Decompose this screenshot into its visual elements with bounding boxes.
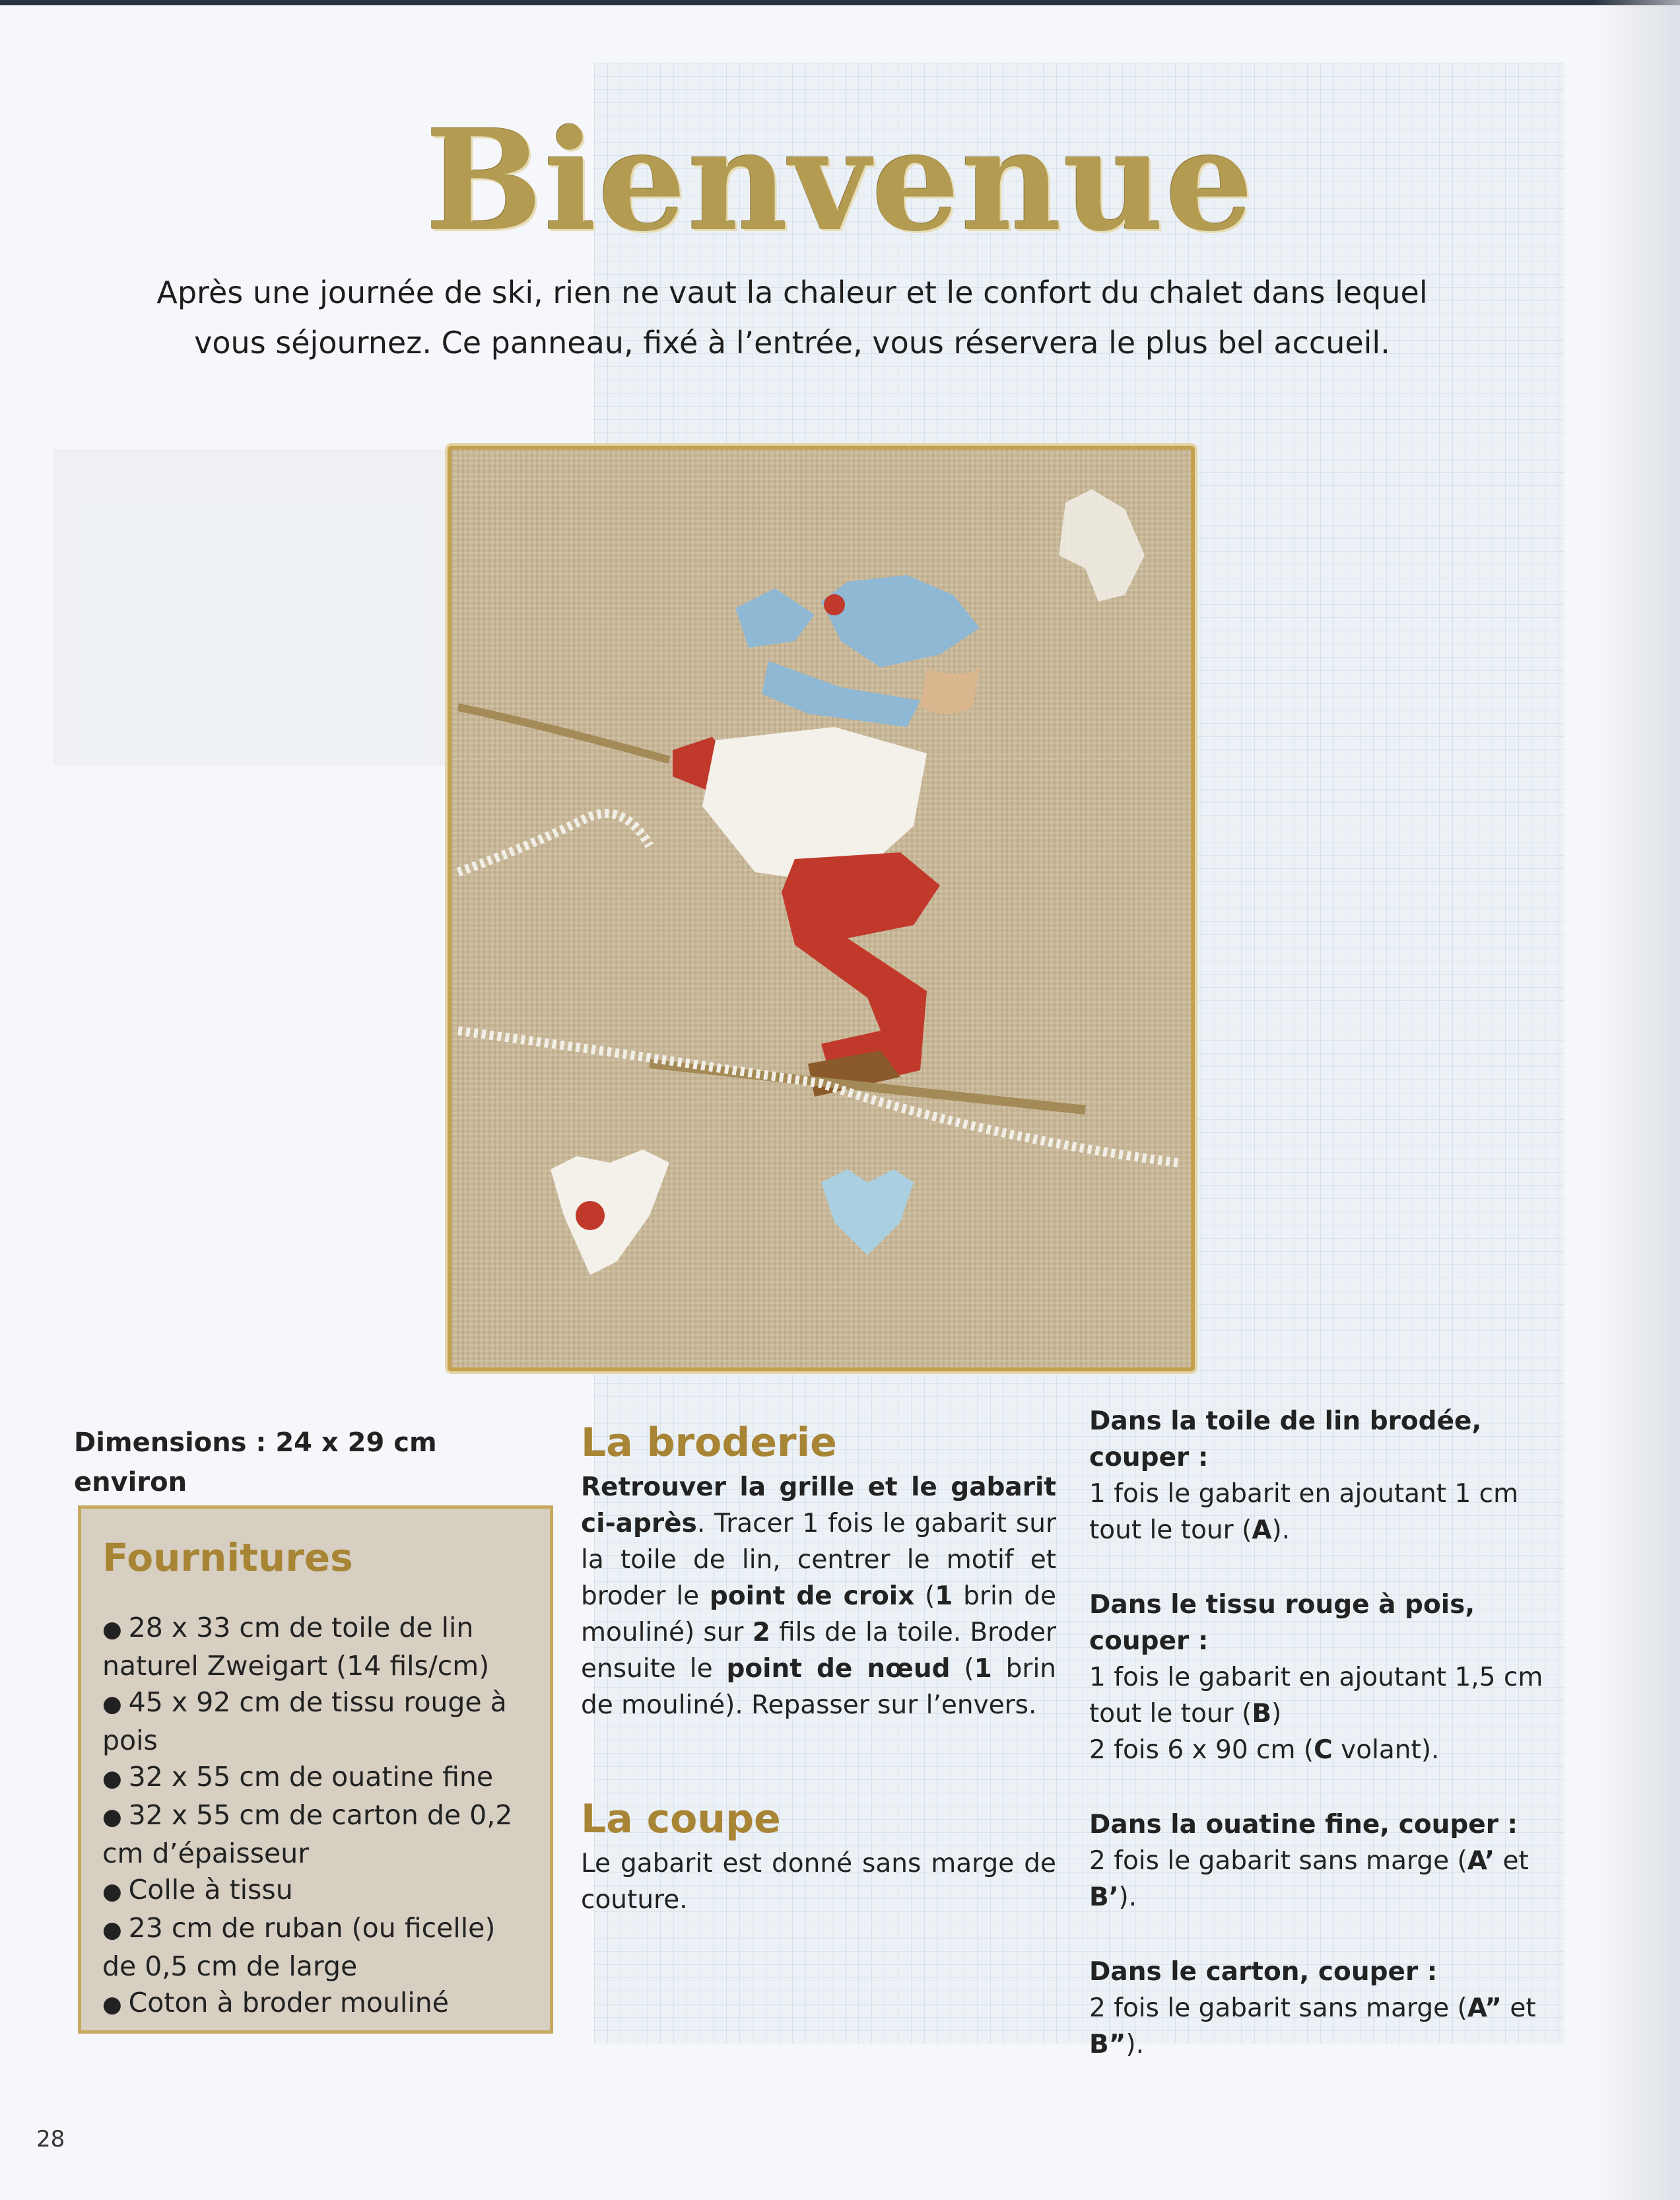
bullet-icon: ● — [102, 1804, 122, 1830]
bullet-icon: ● — [102, 1991, 122, 2018]
instructions-column — [581, 1416, 1056, 1918]
cutting-section-ouatine — [1089, 1806, 1564, 1915]
embroidery-photo — [448, 446, 1195, 1371]
cutting-section-linen — [1089, 1403, 1564, 1548]
fournitures-box — [78, 1505, 553, 2034]
bullet-icon: ● — [102, 1917, 122, 1943]
list-item: ● Coton à broder mouliné — [102, 1987, 449, 2018]
list-item: ● 32 x 55 cm de carton de 0,2 cm d’épaisseur — [102, 1799, 513, 1869]
page-shade — [1594, 0, 1680, 2200]
bullet-icon: ● — [102, 1878, 122, 1905]
dimensions-value: 24 x 29 cm — [275, 1427, 437, 1458]
list-item: ● 32 x 55 cm de ouatine fine — [102, 1761, 494, 1793]
dimensions-label: Dimensions : — [74, 1427, 267, 1458]
fournitures-title: Fournitures — [102, 1535, 353, 1580]
bullet-icon: ● — [102, 1691, 122, 1717]
list-item: ● 28 x 33 cm de toile de lin naturel Zweigart (14 fils/cm) — [102, 1612, 490, 1682]
dimensions — [74, 1423, 437, 1502]
skier-embroidery-illustration — [452, 450, 1183, 1359]
cutting-column — [1089, 1403, 1564, 2101]
bullet-icon: ● — [102, 1766, 122, 1792]
coupe-title: La coupe — [581, 1796, 781, 1842]
cutting-text: 1 fois le gabarit en ajoutant 1 cm tout le tour (A). — [1089, 1479, 1519, 1545]
list-item: ● Colle à tissu — [102, 1874, 293, 1906]
cutting-text: 2 fois le gabarit sans marge (A” et B”). — [1089, 1993, 1536, 2059]
intro-text — [112, 267, 1472, 368]
cutting-heading: Dans la toile de lin brodée, couper : — [1089, 1406, 1482, 1472]
cutting-section-red — [1089, 1587, 1564, 1768]
cutting-heading: Dans le carton, couper : — [1089, 1957, 1438, 1987]
list-item: ● 45 x 92 cm de tissu rouge à pois — [102, 1686, 507, 1756]
intro-line-2: vous séjournez. Ce panneau, fixé à l’entrée, vous réservera le plus bel accueil. — [194, 325, 1390, 361]
cutting-heading: Dans la ouatine fine, couper : — [1089, 1810, 1518, 1839]
cutting-section-carton — [1089, 1954, 1564, 2063]
broderie-title: La broderie — [581, 1420, 837, 1466]
ghost-panel — [53, 449, 449, 766]
top-edge — [0, 0, 1680, 5]
list-item: ● 23 cm de ruban (ou ficelle) de 0,5 cm de large — [102, 1912, 496, 1982]
fournitures-list — [102, 1610, 531, 2023]
broderie-text: Retrouver la grille et le gabarit ci-après. Tracer 1 fois le gabarit sur la toile de lin, centrer le motif et broder le point de croix (1 brin de mouliné) sur 2 fils de la toile. Broder ensuite le point de nœud (1 brin de mouliné). Repasser sur l’envers. — [581, 1472, 1056, 1720]
bullet-icon: ● — [102, 1616, 122, 1643]
page-title: Bienvenue — [425, 99, 1255, 262]
dimensions-suffix: environ — [74, 1467, 187, 1497]
cutting-text: 1 fois le gabarit en ajoutant 1,5 cm tout le tour (B) 2 fois 6 x 90 cm (C volant). — [1089, 1663, 1543, 1765]
page-number: 28 — [36, 2126, 65, 2152]
coupe-text: Le gabarit est donné sans marge de couture. — [581, 1849, 1056, 1915]
cutting-heading: Dans le tissu rouge à pois, couper : — [1089, 1590, 1475, 1656]
intro-line-1: Après une journée de ski, rien ne vaut la chaleur et le confort du chalet dans lequel — [156, 275, 1428, 310]
cutting-text: 2 fois le gabarit sans marge (A’ et B’). — [1089, 1846, 1529, 1912]
